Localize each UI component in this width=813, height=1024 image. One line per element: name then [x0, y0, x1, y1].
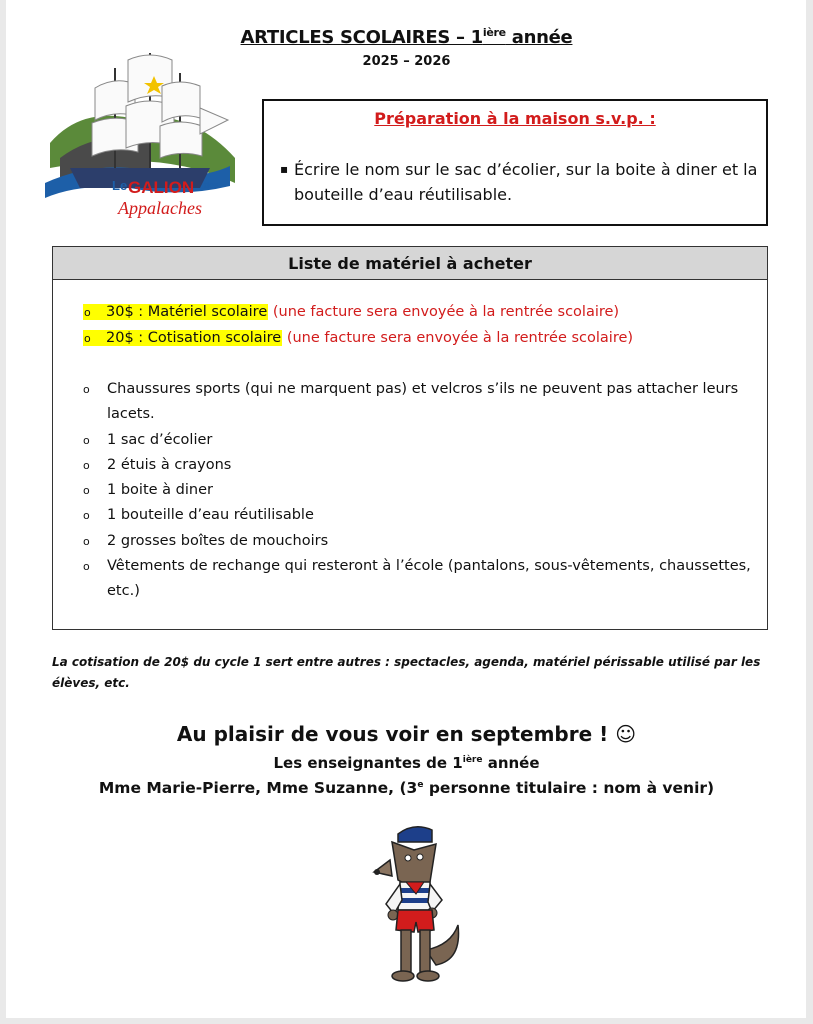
supply-items [83, 377, 753, 605]
circle-bullet-icon: o [83, 534, 90, 548]
fee-item-materiel: o 30$ : Matériel scolaire (une facture sera envoyée à la rentrée scolaire) [84, 304, 620, 320]
preparation-item: ▪ Écrire le nom sur le sac d’écolier, sur la boite à diner et la bouteille d’eau réutilisable. [294, 157, 764, 207]
list-item: o 2 grosses boîtes de mouchoirs [83, 529, 753, 554]
circle-bullet-icon: o [83, 458, 90, 472]
logo-text-des: des [204, 180, 219, 190]
cotisation-note: La cotisation de 20$ du cycle 1 sert entre autres : spectacles, agenda, matériel périssable utilisé par les élèves, etc. [52, 655, 761, 690]
wolf-mascot-image [366, 820, 466, 992]
fee-item-cotisation: o 20$ : Cotisation scolaire (une facture sera envoyée à la rentrée scolaire) [84, 330, 634, 346]
logo-text-galion: GALION [128, 178, 195, 197]
logo-text-appalaches: Appalaches [118, 198, 202, 218]
school-year: 2025 – 2026 [362, 54, 451, 69]
circle-bullet-icon: o [83, 484, 90, 498]
circle-bullet-icon: o [83, 383, 90, 396]
teacher-names: Mme Marie-Pierre, Mme Suzanne, (3e personne titulaire : nom à venir) [98, 779, 715, 797]
square-bullet-icon: ▪ [280, 162, 289, 176]
list-item: o 2 étuis à crayons [83, 453, 753, 478]
circle-bullet-icon: o [83, 560, 90, 574]
list-item: o Vêtements de rechange qui resteront à l’école (pantalons, sous-vêtements, chaussettes, etc.) [83, 554, 753, 605]
logo-text-le: Le [112, 178, 128, 193]
preparation-box [262, 99, 768, 226]
list-item: o 1 boite à diner [83, 478, 753, 503]
document-title: ARTICLES SCOLAIRES – $1^{ière}$ année [240, 26, 573, 48]
list-item: o 1 bouteille d’eau réutilisable [83, 503, 753, 528]
circle-bullet-icon: o [83, 509, 90, 523]
list-item: o 1 sac d’écolier [83, 428, 753, 453]
teachers-line: Les enseignantes de $1^{ière}$ année [273, 754, 540, 772]
preparation-title: Préparation à la maison s.v.p. : [374, 109, 656, 128]
school-logo [40, 48, 240, 223]
list-item: o Chaussures sports (qui ne marquent pas) et velcros s’ils ne peuvent pas attacher leurs lacets. [83, 377, 753, 428]
circle-bullet-icon: o [84, 332, 91, 345]
closing-message: Au plaisir de vous voir en septembre ! ☺ [176, 722, 637, 746]
supply-list-heading: Liste de matériel à acheter [53, 247, 767, 280]
circle-bullet-icon: o [83, 433, 90, 447]
circle-bullet-icon: o [84, 306, 91, 319]
supply-list-box [52, 246, 768, 630]
